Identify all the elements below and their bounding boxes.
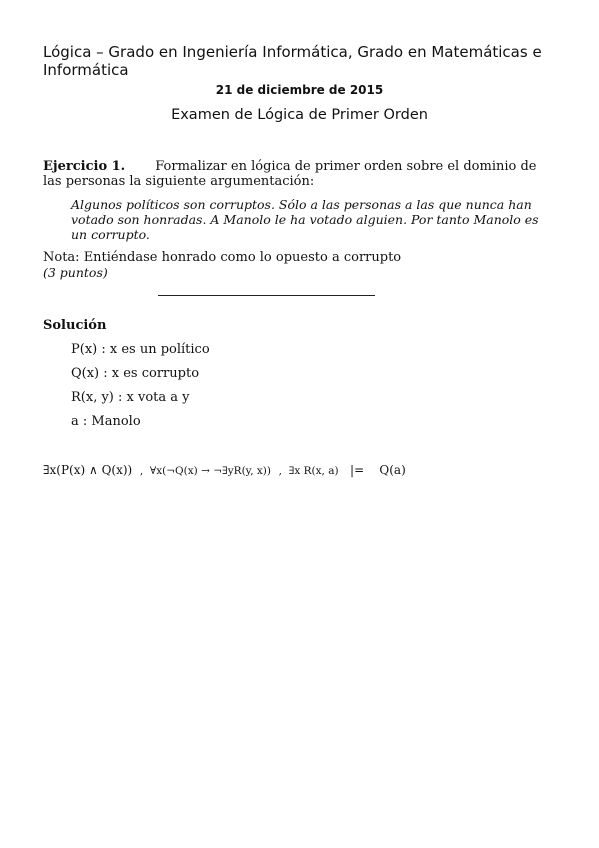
exercise-label: Ejercicio 1. [43, 159, 126, 174]
conclusion: Q(a) [379, 463, 406, 477]
section-divider [158, 295, 375, 296]
premise-3: , ∃x R(x, a) [278, 465, 339, 477]
exercise-points: (3 puntos) [43, 265, 108, 280]
exercise-text: Formalizar en lógica de primer orden sobre el dominio de las personas la siguiente argumentación: [43, 159, 537, 189]
premise-2: , ∀x(¬Q(x) → ¬∃yR(y, x)) [139, 465, 271, 477]
exercise-statement [43, 159, 558, 189]
exercise-note: Nota: Entiéndase honrado como lo opuesto a corrupto [43, 250, 402, 265]
solution-label: Solución [43, 318, 107, 333]
entails-symbol: |= [350, 463, 365, 477]
course-title: Lógica – Grado en Ingeniería Informática, Grado en Matemáticas e Informática [43, 43, 542, 79]
premise-1: ∃x(P(x) ∧ Q(x)) [43, 463, 133, 477]
definition-constant-a: a : Manolo [71, 414, 141, 429]
definition-predicate-q: Q(x) : x es corrupto [71, 366, 200, 381]
definition-predicate-p: P(x) : x es un político [71, 342, 210, 357]
argument-quote: Algunos políticos son corruptos. Sólo a las personas a las que nunca han votado son honradas. A Manolo le ha votado alguien. Por tanto Manolo es un corrupto. [71, 197, 539, 242]
exam-title: Examen de Lógica de Primer Orden [171, 107, 428, 123]
exam-date: 21 de diciembre de 2015 [215, 83, 384, 97]
solution-formula [43, 463, 563, 477]
definition-predicate-r: R(x, y) : x vota a y [71, 390, 190, 405]
